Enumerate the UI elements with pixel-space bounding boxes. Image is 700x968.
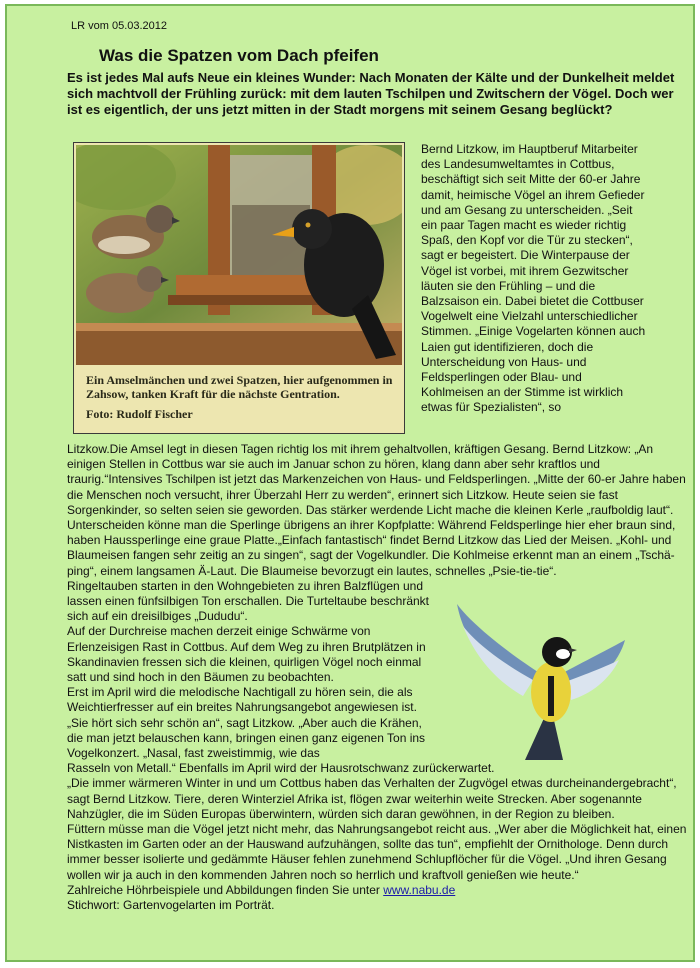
article-headline: Was die Spatzen vom Dach pfeifen xyxy=(99,46,379,65)
paragraph-fuettern: Füttern müsse man die Vögel jetzt nicht mehr, das Nahrungsangebot reicht aus. „Wer aber die Möglichkeit hat, einen Nistkasten im Garten oder an der Hauswand aufzuhängen, sollte das tun“, empfiehlt der Ornithologe. Denn durch immer besser isolierte und gedämmte Häuser fehlen zunehmend Schlupflöcher für die Vögel. „Und ihren Gesang wollen wir ja auch in den kommenden Jahren noch so herrlich und kraftvoll genießen wie heute.“ xyxy=(67,822,687,882)
photo-credit: Foto: Rudolf Fischer xyxy=(86,407,193,421)
newspaper-clipping xyxy=(5,4,695,962)
photo-caption xyxy=(86,373,396,421)
article-lead: Es ist jedes Mal aufs Neue ein kleines Wunder: Nach Monaten der Kälte und der Dunkelheit meldet sich machtvoll der Frühling zurück: mit dem lauten Tschilpen und Zwitschern der Vögel. Doch wer ist es eigentlich, der uns jetzt mitten in der Stadt morgens mit seinem Gesang beglückt? xyxy=(67,70,675,117)
paragraph-nachtigall: Erst im April wird die melodische Nachtigall zu hören sein, die als Weichtierfresser auf ein breites Nahrungsangebot angewiesen ist. „Sie hört sich sehr schön an“, sagt Litzkow. „Aber auch die Krähen, die man jetzt belauschen kann, bringen einen ganz eigenen Ton ins Vogelkonzert. „Nasal, fast zweistimmig, wie das xyxy=(67,685,426,761)
great-tit-illustration xyxy=(453,596,629,762)
nabu-link[interactable]: www.nabu.de xyxy=(383,882,456,897)
weblink-prefix: Zahlreiche Höhrbeispiele und Abbildungen finden Sie unter xyxy=(67,882,384,897)
birds-photo xyxy=(76,145,402,365)
caption-text: Ein Amselmänchen und zwei Spatzen, hier aufgenommen in Zahsow, tanken Kraft für die nächste Gentration. xyxy=(86,373,393,401)
paragraph-tauben: Ringeltauben starten in den Wohngebieten zu ihren Balzflügen und lassen einen fünfsilbigen Ton erschallen. Die Turteltaube beschränkt sich auf ein dreisilbiges „Dududu“. xyxy=(67,578,430,624)
blackbird-sparrows-image xyxy=(76,145,402,365)
paragraph-stichwort: Stichwort: Gartenvogelarten im Porträt. xyxy=(67,898,275,913)
source-date-line: LR vom 05.03.2012 xyxy=(71,20,168,32)
paragraph-hausrotschwanz: Rasseln von Metall.“ Ebenfalls im April wird der Hausrotschwanz zurückerwartet. xyxy=(67,761,495,776)
paragraph-erlenzeisige: Auf der Durchreise machen derzeit einige Schwärme von Erlenzeisigen Rast in Cottbus. Auf dem Weg zu ihren Brutplätzen in Skandinavien fressen sich die kleinen, quirligen Vögel noch einmal satt und sind hoch in den Bäumen zu beobachten. xyxy=(67,624,426,685)
article-right-column: Bernd Litzkow, im Hauptberuf Mitarbeiter des Landesumweltamtes in Cottbus, beschäftigt sich seit Mitte der 60-er Jahre damit, heimische Vögel an ihrem Gefieder und am Gesang zu unterscheiden. „Seit ein paar Tagen macht es wieder richtig Spaß, den Kopf vor die Tür zu stecken“, sagt er begeistert. Die Winterpause der Vögel ist vorbei, mit ihrem Gezwitscher läuten sie den Frühling – und die Balzsaison ein. Dabei bietet die Cottbuser Vogelwelt eine Vielzahl unterschiedlicher Stimmen. „Einige Vogelarten können auch Laien gut identifizieren, doch die Unterscheidung von Haus- und Feldsperlingen oder Blau- und Kohlmeisen an der Stimme ist wirklich etwas für Spezialisten“, so xyxy=(421,142,646,415)
photo-figure xyxy=(73,142,405,434)
paragraph-zugvoegel: „Die immer wärmeren Winter in und um Cottbus haben das Verhalten der Zugvögel etwas durcheinandergebracht“, sagt Bernd Litzkow. Tiere, deren Winterziel Afrika ist, flögen zwar weiterhin weite Strecken. Aber sogenannte Nahzügler, die im Süden Europas überwintern, würden sich daran gewöhnen, in der Region zu bleiben. xyxy=(67,776,677,821)
paragraph-weblink xyxy=(67,883,691,898)
paragraph-amsel-meisen: Litzkow.Die Amsel legt in diesen Tagen richtig los mit ihrem gehaltvollen, kräftigen Gesang. Bernd Litzkow: „An einigen Stellen in Cottbus war sie auch im Januar schon zu hören, klang dann aber sehr kraftlos und traurig.“Intensives Tschilpen ist jetzt das Markenzeichen von Haus- und Feldsperlingen. „Mitte der 60-er Jahre haben die Menschen noch versucht, ihrer Überzahl Herr zu werden“, erinnert sich Litzkow. Heute seien sie fast Sorgenkinder, so selten seien sie geworden. Das stärker werdende Licht mache die kleinen Kerle „raufboldig laut“. Unterscheiden könne man die Sperlinge übrigens an ihrer Kopfplatte: Während Feldsperlinge hier eher braun sind, haben Haussperlinge eine graue Platte.„Einfach fantastisch“ findet Bernd Litzkow das Lied der Meisen. „Kohl- und Blaumeisen fangen sehr zeitig an zu singen“, sagt der Vogelkundler. Die Kohlmeise erkennt man an einem „Tschä-ping“, einem langsamen Ä-Laut. Die Blaumeise bevorzugt ein lautes, schnelles „Psie-tie-tie“. xyxy=(67,442,686,578)
